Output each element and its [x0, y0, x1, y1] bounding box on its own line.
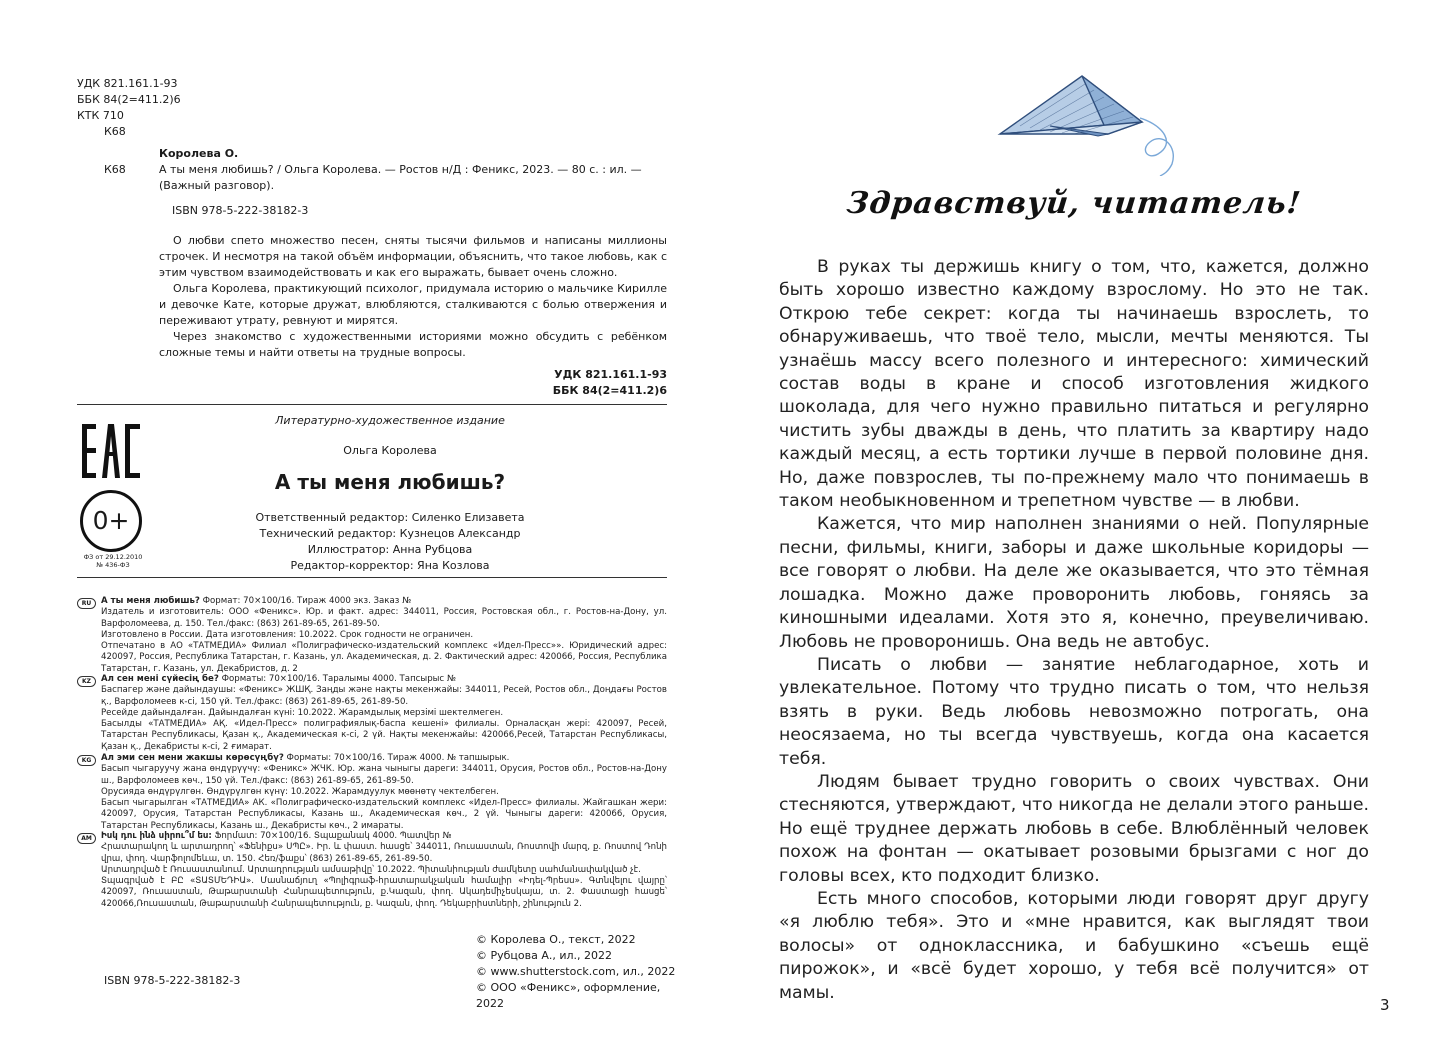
intro-paragraph: Писать о любви — занятие неблагодарное, хоть и увлекательное. Потому что трудно писать о том, что нельзя взять в руки. Ведь любовь невозможно потрогать, она неосязаема, но ты всегда чувствуешь, когда она касается тебя.	[779, 654, 1369, 769]
imprint-line: Баспагер және дайындаушы: «Феникс» ЖШҚ. Заңды және нақты мекенжайы: 344011, Ресей, Ростов обл., Доңдағы Ростов қ., Варфоломеев к-сі, 150 үй. Тел./факс: (863) 261-89-65, 261-89-50.	[101, 685, 667, 707]
imprint-line: Басып чыгаруучу жана өндүрүүчү: «Феникс» ЖЧК. Юр. жана чыныгы дареги: 344011, Орусия, Ростов обл., Ростов-на-Дону ш., Варфоломеев көч., 150 үй. Тел./факс: (863) 261-89-65, 261-89-50.	[101, 764, 667, 786]
imprint-line: Հրատարակող և արտադրող՝ «Ֆենիքս» ՍՊԸ». Իր. և փաստ. հասցե՝ 344011, Ռուսաստան, Ռոստովի մարզ, ք. Ռոստով Դոնի վրա, փող. Վարֆոլոմեևա, տ. 150. Հեռ/ֆաքս՝ (863) 261-89-65, 261-89-50.	[101, 842, 667, 864]
author-name: Королева О.	[159, 147, 239, 160]
imprint-kz	[101, 674, 667, 753]
book-title: А ты меня любишь?	[274, 470, 506, 494]
eac-mark-svg	[80, 422, 142, 480]
edition-type: Литературно-художественное издание	[275, 414, 505, 427]
imprint-line	[101, 831, 667, 842]
imprint-kg	[101, 753, 667, 832]
lang-badge-kz: KZ	[77, 676, 96, 687]
imprint-title: Ал сен мені сүйесің бе?	[101, 674, 219, 684]
law-note	[78, 553, 148, 569]
copyright-line: © Рубцова А., ил., 2022	[476, 949, 613, 962]
greeting-heading: Здравствуй, читатель!	[845, 186, 1303, 221]
law-note-line: ФЗ от 29.12.2010	[83, 553, 143, 561]
imprint-line: Отпечатано в АО «ТАТМЕДИА» Филиал «Полиграфическо-издательский комплекс «Идел-Пресс»». Юридический адрес: 420097, Россия, Республика Татарстан, г. Казань, ул. Академическая, д. 2. Фактический адрес: 420066, Россия, Республика Татарстан, г. Казань, ул. Декабристов, д. 2	[101, 641, 667, 674]
imprint-line: Ресейде дайындалған. Дайындалған күні: 10.2022. Жарамдылық мерзімі шектелмеген.	[101, 707, 504, 718]
copyrights	[476, 932, 676, 1012]
credits	[200, 510, 580, 574]
imprint-title: Իսկ դու ինձ սիրու՞մ ես:	[101, 831, 212, 841]
classification-right	[400, 367, 667, 399]
imprint-line	[101, 753, 667, 764]
intro-text	[779, 256, 1369, 1005]
paper-plane-svg	[990, 66, 1210, 176]
record-mark: К68	[104, 163, 126, 176]
imprint-line: Изготовлено в России. Дата изготовления: 10.2022. Срок годности не ограничен.	[101, 629, 474, 640]
imprint-line: Արտադրված է Ռուսաստանում. Արտադրության ամսաթիվը՝ 10.2022. Պիտանիության ժամկետը սահմանափակված չէ.	[101, 864, 641, 875]
udk-code-right: УДК 821.161.1-93	[554, 368, 667, 381]
copyright-line: © ООО «Феникс», оформление, 2022	[476, 981, 661, 1010]
imprint-ru	[101, 596, 667, 675]
imprint-line: Տպագրված է ԲԸ «ՏԱՏՄԵԴԻԱ». Մասնաճյուղ «Պոլիգրաֆ-հրատարակչական համալիր «Իդել-Պրեսս». Գտնվելու վայրը՝ 420097, Ռուսաստան, Թաթարստանի Հանրապետություն, ք.Կազան, փող. Ակադեմիչեսկայա, տ. 2. Փաստացի հասցե՝ 420066,Ռուսաստան, Թաթարստանի Հանրապետություն, ք. Կազան, փող. Դեկաբրիստների, շինություն 2.	[101, 876, 667, 909]
age-rating-badge: 0+	[80, 490, 142, 552]
author-mark: К68	[104, 125, 126, 138]
imprint-line	[101, 596, 667, 607]
imprint-title: Ал эми сен мени жакшы көрөсүңбү?	[101, 753, 284, 763]
imprint-format: Форматы: 70×100/16. Тираж 4000. № тапшырык.	[283, 753, 510, 763]
isbn-line: ISBN 978-5-222-38182-3	[172, 204, 309, 217]
annotation-paragraph: О любви спето множество песен, сняты тысячи фильмов и написаны миллионы строчек. И несмотря на такой объём информации, объяснить, что такое любовь, как с этим чувством взаимодействовать и как его выражать, бывает очень сложно.	[159, 234, 667, 279]
imprint-line	[101, 674, 667, 685]
imprint-line: Басылды «ТАТМЕДИА» АҚ. «Идел-Пресс» полиграфиялық-баспа кешені» филиалы. Орналасқан жері: 420097, Ресей, Татарстан Республикасы, Қазан қ., Академическая к-сі, 2 үй. Нақты мекенжайы: 420066,Ресей, Татарстан Республикасы, Қазан қ., Декабристы к-сі, 2 ғимарат.	[101, 719, 667, 752]
page-number: 3	[1380, 996, 1390, 1014]
lang-badge-kg: KG	[77, 755, 96, 766]
credit-tech-editor: Технический редактор: Кузнецов Александр	[259, 527, 521, 540]
divider	[77, 577, 667, 578]
intro-paragraph: Людям бывает трудно говорить о своих чувствах. Они стесняются, утверждают, что никогда не делали этого раньше. Но ещё труднее держать любовь в себе. Влюблённый человек похож на фонтан — окатывает розовыми брызгами с ног до головы всех, кто подходит близко.	[779, 771, 1369, 886]
author-full: Ольга Королева	[343, 444, 437, 457]
credit-illustrator: Иллюстратор: Анна Рубцова	[307, 543, 473, 556]
copyright-line: © www.shutterstock.com, ил., 2022	[476, 965, 676, 978]
annotation-paragraph: Ольга Королева, практикующий психолог, придумала историю о мальчике Кирилле и девочке Кате, которые дружат, влюбляются, сталкиваются с болью отвержения и переживают утрату, ревнуют и мирятся.	[159, 282, 667, 327]
classification-codes	[77, 76, 181, 124]
imprint-format: Формат: 70×100/16. Тираж 4000 экз. Заказ №	[199, 596, 412, 606]
imprint-title: А ты меня любишь?	[101, 596, 200, 606]
lang-badge-am: AM	[77, 833, 96, 844]
ktk-code: КТК 710	[77, 109, 124, 122]
imprint-am	[101, 831, 667, 910]
imprint-format: Форматы: 70×100/16. Таралымы 4000. Тапсырыс №	[218, 674, 456, 684]
paper-plane-icon	[990, 66, 1210, 176]
credit-proofreader: Редактор-корректор: Яна Козлова	[290, 559, 490, 572]
bbk-code: ББК 84(2=411.2)6	[77, 93, 181, 106]
intro-paragraph: Кажется, что мир наполнен знаниями о ней. Популярные песни, фильмы, книги, заборы и даже школьные коридоры — все говорят о любви. На деле же оказывается, что это тёмная лошадка. Можно даже проворонить любовь, гоняясь за киношными идеалами. Хотя это я, конечно, преувеличиваю. Любовь не проворонишь. Она ведь не автобус.	[779, 514, 1369, 652]
imprint-format: Ֆորմատ: 70×100/16. Տպաքանակ 4000. Պատվեր №	[211, 831, 452, 841]
eac-mark-icon	[80, 422, 142, 480]
annotation	[159, 233, 667, 361]
record-text: А ты меня любишь? / Ольга Королева. — Ростов н/Д : Феникс, 2023. — 80 с. : ил. — (Важный разговор).	[159, 163, 642, 192]
imprint-line: Орусияда өндүрүлгөн. Өндүрүлгөн күнү: 10.2022. Жарамдуулук мөөнөтү чектелбеген.	[101, 786, 499, 797]
imprint-line: Издатель и изготовитель: ООО «Феникс». Юр. и факт. адрес: 344011, Россия, Ростовская обл., г. Ростов-на-Дону, ул. Варфоломеева, д. 150. Тел./факс: (863) 261-89-65, 261-89-50.	[101, 607, 667, 629]
annotation-paragraph: Через знакомство с художественными историями можно обсудить с ребёнком сложные темы и найти ответы на трудные вопросы.	[159, 330, 667, 359]
divider	[77, 404, 667, 405]
credit-editor: Ответственный редактор: Силенко Елизавета	[255, 511, 525, 524]
imprint-line: Басып чыгарылган «ТАТМЕДИА» АК. «Полиграфическо-издательский комплекс «Идел-Пресс» филиалы. Жайгашкан жери: 420097, Орусия, Татарстан Республикасы, Казань ш., Академическая көч., 2 үй. Чыныгы дареги: 420066, Орусия, Татарстан Республикасы, Казань ш., Декабристы көч., 2 имараты.	[101, 798, 667, 831]
intro-paragraph: Есть много способов, которыми люди говорят друг другу «я люблю тебя». Это и «мне нравится, как выглядят твои волосы» от одноклассника, и бабушкино «съешь ещё пирожок», и «всё будет хорошо, у тебя всё получится» от мамы.	[779, 888, 1369, 1003]
copyright-line: © Королева О., текст, 2022	[476, 933, 636, 946]
law-note-line: № 436-ФЗ	[96, 561, 130, 569]
bbk-code-right: ББК 84(2=411.2)6	[552, 384, 667, 397]
udk-code: УДК 821.161.1-93	[77, 77, 178, 90]
isbn-bottom: ISBN 978-5-222-38182-3	[104, 974, 241, 987]
intro-paragraph: В руках ты держишь книгу о том, что, кажется, должно быть хорошо известно каждому взрослому. Но это не так. Открою тебе секрет: когда ты начинаешь взрослеть, то обнаруживаешь, что твоё тело, мысли, мечты меняются. Ты узнаёшь массу всего полезного и интересного: химический состав воды в кране и способ изготовления жидкого шоколада, для чего нужно правильно питаться и регулярно чистить зубы дважды в день, что платить за квартиру надо каждый месяц, а есть тортики лучше в первой половине дня. Но, даже повзрослев, ты по-прежнему мало что понимаешь в таком необыкновенном и трепетном чувстве — в любви.	[779, 257, 1369, 512]
lang-badge-ru: RU	[77, 598, 96, 609]
